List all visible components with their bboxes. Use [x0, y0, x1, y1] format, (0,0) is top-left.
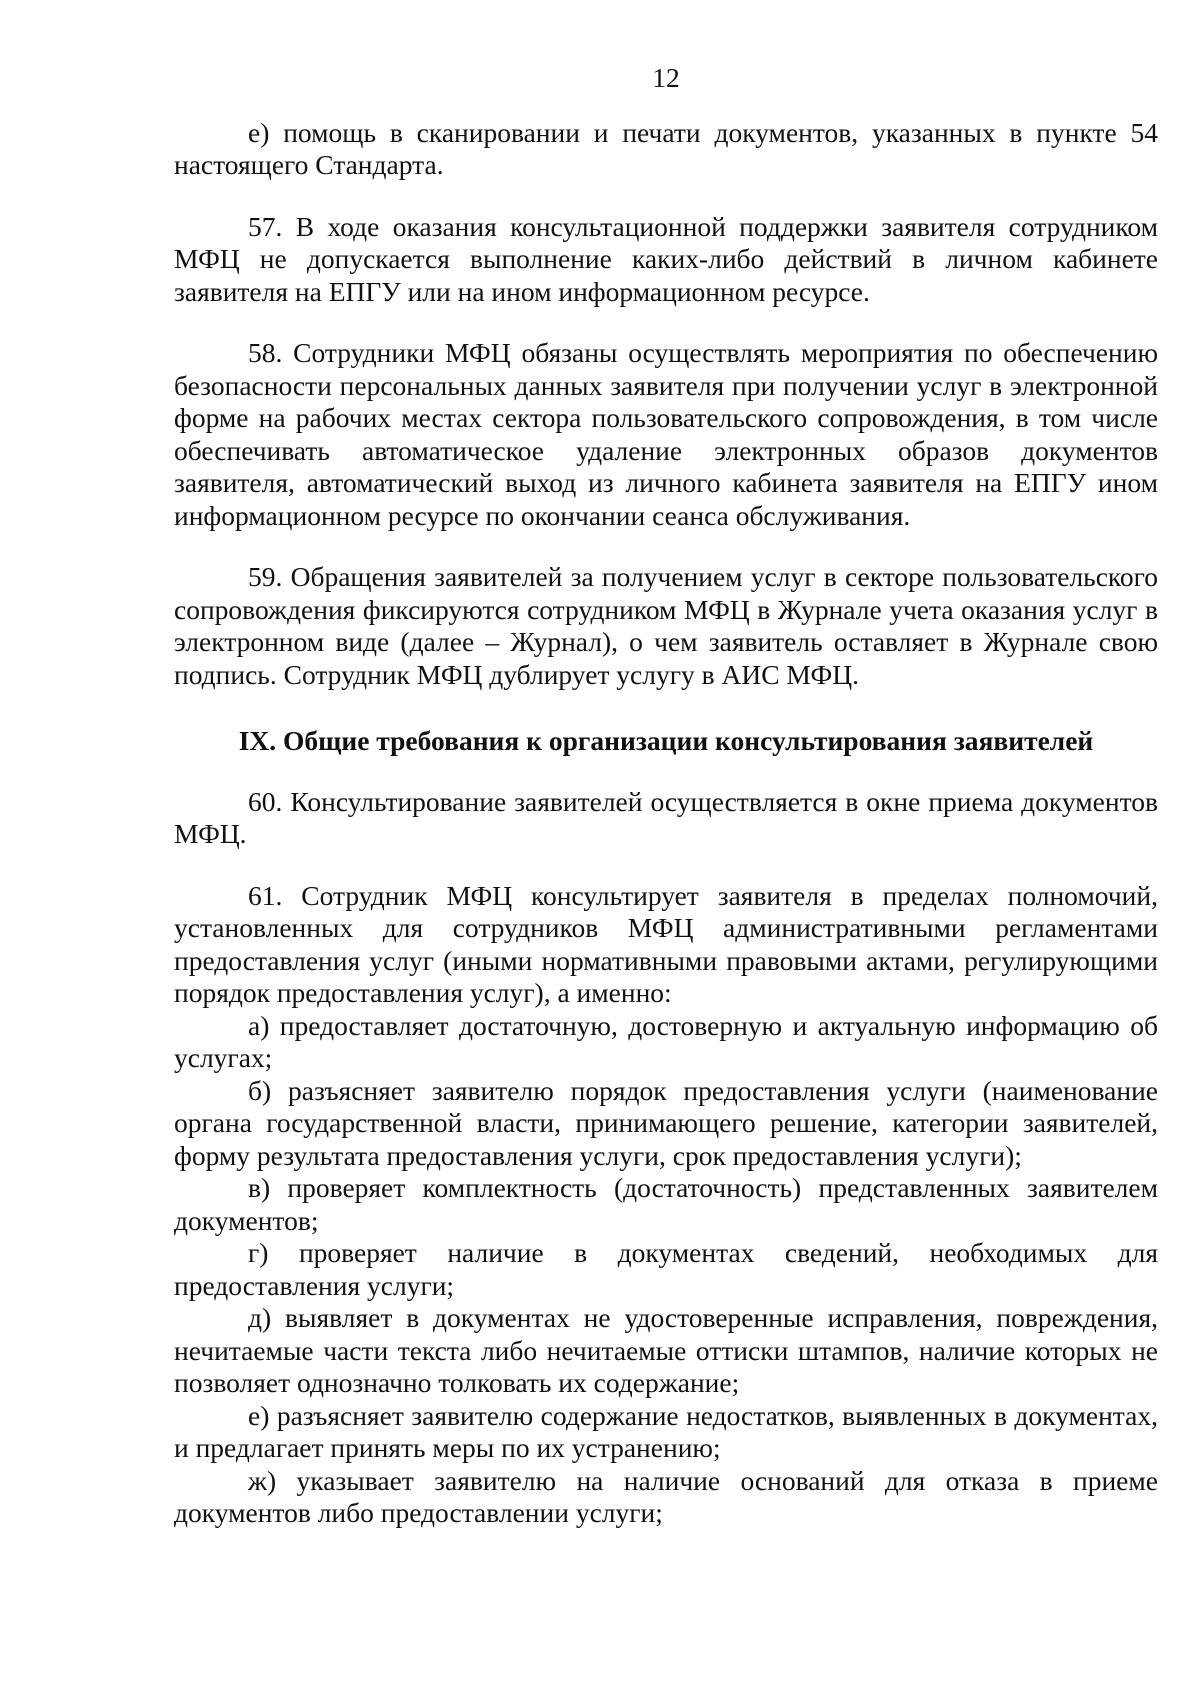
list-item-b: б) разъясняет заявителю порядок предоставления услуги (наименование органа государственной власти, принимающего решение, категории заявителей, форму результата предоставления услуги, срок предоставления услуги); [174, 1074, 1158, 1171]
document-page [174, 62, 1158, 1530]
paragraph-57: 57. В ходе оказания консультационной поддержки заявителя сотрудником МФЦ не допускается выполнение каких-либо действий в личном кабинете заявителя на ЕПГУ или на ином информационном ресурсе. [174, 210, 1158, 307]
list-item-a: а) предоставляет достаточную, достоверную и актуальную информацию об услугах; [174, 1009, 1158, 1073]
list-item-e: е) разъясняет заявителю содержание недостатков, выявленных в документах, и предлагает принять меры по их устранению; [174, 1399, 1158, 1463]
paragraph-61: 61. Сотрудник МФЦ консультирует заявителя в пределах полномочий, установленных для сотрудников МФЦ административными регламентами предоставления услуг (иными нормативными правовыми актами, регулирующими порядок предоставления услуг), а именно: [174, 879, 1158, 1008]
paragraph-58: 58. Сотрудники МФЦ обязаны осуществлять мероприятия по обеспечению безопасности персональных данных заявителя при получении услуг в электронной форме на рабочих местах сектора пользовательского сопровождения, в том числе обеспечивать автоматическое удаление электронных образов документов заявителя, автоматический выход из личного кабинета заявителя на ЕПГУ ином информационном ресурсе по окончании сеанса обслуживания. [174, 337, 1158, 531]
section-heading: IX. Общие требования к организации консультирования заявителей [238, 725, 1094, 756]
paragraph-56-e: е) помощь в сканировании и печати документов, указанных в пункте 54 настоящего Стандарта. [174, 116, 1158, 180]
paragraph-60: 60. Консультирование заявителей осуществляется в окне приема документов МФЦ. [174, 785, 1158, 849]
paragraph-59: 59. Обращения заявителей за получением услуг в секторе пользовательского сопровождения фиксируются сотрудником МФЦ в Журнале учета оказания услуг в электронном виде (далее – Журнал), о чем заявитель оставляет в Журнале свою подпись. Сотрудник МФЦ дублирует услугу в АИС МФЦ. [174, 561, 1158, 690]
page-number: 12 [652, 62, 680, 93]
list-item-g: г) проверяет наличие в документах сведений, необходимых для предоставления услуги; [174, 1237, 1158, 1301]
list-item-v: в) проверяет комплектность (достаточность) представленных заявителем документов; [174, 1172, 1158, 1236]
list-item-d: д) выявляет в документах не удостоверенные исправления, повреждения, нечитаемые части текста либо нечитаемые оттиски штампов, наличие которых не позволяет однозначно толковать их содержание; [174, 1302, 1158, 1398]
list-item-zh: ж) указывает заявителю на наличие оснований для отказа в приеме документов либо предоставлении услуги; [174, 1464, 1158, 1528]
